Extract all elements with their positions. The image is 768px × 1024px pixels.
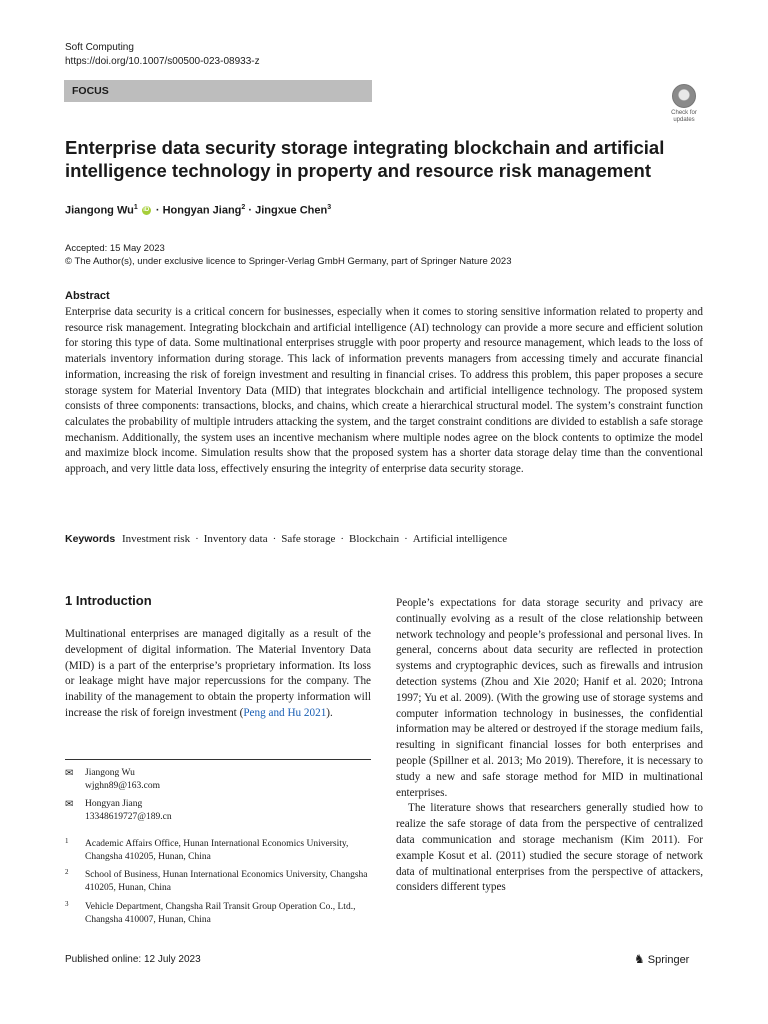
publisher-logo [634, 952, 689, 966]
badge-line1: Check for [671, 110, 697, 116]
keyword-separator: · [195, 533, 199, 545]
publisher-name: Springer [647, 954, 690, 966]
affiliation-item [65, 838, 371, 864]
intro-right-column [396, 596, 703, 896]
affiliation-text: Academic Affairs Office, Hunan International Economics University, Changsha 410205, Hunan, China [85, 839, 349, 862]
orcid-icon[interactable]: iD [143, 207, 150, 214]
intro-left-column [65, 627, 371, 722]
author-name[interactable]: Jiangong Wu [65, 204, 134, 217]
intro-paragraph: The literature shows that researchers generally studied how to realize the safe storage of data from the perspective of centralized data communication and storage mechanism (Kim 2011). For example Kosut et al. (2011) studied the secure storage of network data of multinational enterprises from the perspective of attackers, considers different types [396, 802, 703, 894]
abstract-heading: Abstract [65, 290, 110, 302]
author-affiliation-sup: 3 [327, 204, 332, 211]
affiliation-number: 2 [65, 868, 69, 876]
article-title: Enterprise data security storage integrating blockchain and artificial intelligence technology in property and resource risk management [65, 137, 665, 181]
doi-link[interactable]: https://doi.org/10.1007/s00500-023-08933-z [65, 56, 260, 67]
author-list [65, 204, 331, 217]
intro-paragraph-end: ). [326, 706, 333, 719]
journal-name: Soft Computing [65, 42, 134, 53]
keyword: Inventory data [203, 533, 268, 545]
envelope-icon: ✉ [65, 768, 74, 779]
affiliation-item [65, 869, 371, 895]
correspondence-item [65, 767, 371, 793]
affiliation-number: 3 [65, 900, 69, 908]
abstract-text: Enterprise data security is a critical concern for businesses, especially when it comes to storing sensitive information related to property and resource risk management. Integrating blockchain and artificial intelligence (AI) technology can provide a more secure and efficient solution for storing this type of data. Some multinational enterprises struggle with poor property and resource management, which leads to the loss of materials inventory information during storage. This lack of information prevents managers from accessing timely and accurate financial information, increasing the risk of foreign investment and resulting in financial crises. To address this problem, this paper proposes a secure storage system for Material Inventory Data (MID) that integrates blockchain and artificial intelligence technology. The proposed system consists of three components: transactions, blocks, and chains, which create a hierarchical structural model. The system’s constraint function calculates the probability of multiple intruders attacking the system, and the target constraint conditions are divided to establish a safe storage mechanism. Additionally, the system uses an incentive mechanism where multiple nodes agree on the block contents to optimize the model and maximize block income. Simulation results show that the proposed system has a shorter data storage delay time than the conventional approach, and very little data loss, effectively ensuring the integrity of enterprise data security storage. [65, 306, 703, 476]
footnote-divider [65, 759, 371, 760]
journal-header [65, 41, 260, 69]
author-name[interactable]: Jingxue Chen [255, 204, 328, 217]
affiliation-number: 1 [65, 837, 69, 845]
author-affiliation-sup: 1 [133, 204, 138, 211]
article-dates [65, 242, 512, 268]
keyword: Artificial intelligence [412, 533, 508, 545]
keyword: Safe storage [281, 533, 336, 545]
keyword-separator: · [340, 533, 344, 545]
correspondent-name: Hongyan Jiang [85, 799, 143, 809]
envelope-icon: ✉ [65, 799, 74, 810]
published-date: Published online: 12 July 2023 [65, 954, 201, 965]
affiliation-item [65, 901, 371, 927]
correspondence-item [65, 798, 371, 824]
correspondent-email[interactable]: 13348619727@189.cn [85, 812, 172, 822]
keyword: Blockchain [349, 533, 400, 545]
citation-link[interactable]: Peng and Hu 2021 [243, 706, 327, 719]
section-label: FOCUS [64, 80, 372, 102]
keywords-label: Keywords [65, 533, 116, 545]
keywords [65, 533, 705, 545]
author-affiliation-sup: 2 [241, 204, 246, 211]
correspondent-email[interactable]: wjghn89@163.com [85, 781, 160, 791]
springer-horse-icon: ♞ [634, 952, 645, 966]
accepted-date: Accepted: 15 May 2023 [65, 243, 165, 254]
intro-paragraph: People’s expectations for data storage security and privacy are continually evolving as a result of the close relationship between network technology and people’s professional and personal lives. In general, concerns about data security are reflected in protection systems and cryptographic devices, such as firewalls and intrusion detection systems (Zhou and Xie 2020; Hanif et al. 2020; Introna 1997; Yu et al. 2009). (With the growing use of storage systems and computer information technology in businesses, the confidential information may be altered or destroyed if the storage medium fails, resulting in significant financial losses for both enterprises and people (Spillner et al. 2013; Mo 2019). Therefore, it is necessary to study a new and safe storage method for MID in multinational enterprises. [396, 597, 703, 799]
affiliation-text: Vehicle Department, Changsha Rail Transit Group Operation Co., Ltd., Changsha 410007, Hunan, China [85, 902, 356, 925]
author-name[interactable]: Hongyan Jiang [162, 204, 242, 217]
author-separator: · [248, 204, 253, 217]
affiliation-text: School of Business, Hunan International Economics University, Changsha 410205, Hunan, China [85, 870, 368, 893]
copyright-line: © The Author(s), under exclusive licence to Springer-Verlag GmbH Germany, part of Springer Nature 2023 [65, 256, 512, 267]
check-updates-icon [672, 84, 696, 108]
keyword: Investment risk [121, 533, 191, 545]
badge-line2: updates [673, 117, 695, 123]
section-heading-introduction: 1 Introduction [65, 593, 152, 608]
author-separator: · [155, 204, 160, 217]
check-for-updates-badge[interactable] [664, 84, 704, 124]
correspondent-name: Jiangong Wu [85, 768, 135, 778]
keyword-separator: · [272, 533, 277, 545]
intro-paragraph: Multinational enterprises are managed digitally as a result of the development of digital information. The Material Inventory Data (MID) is a part of the enterprise’s proprietary information. Its loss or leakage might have major repercussions for the company. The inability of the management to obtain the property information will increase the risk of foreign investment ( [65, 628, 371, 719]
keyword-separator: · [404, 533, 408, 545]
